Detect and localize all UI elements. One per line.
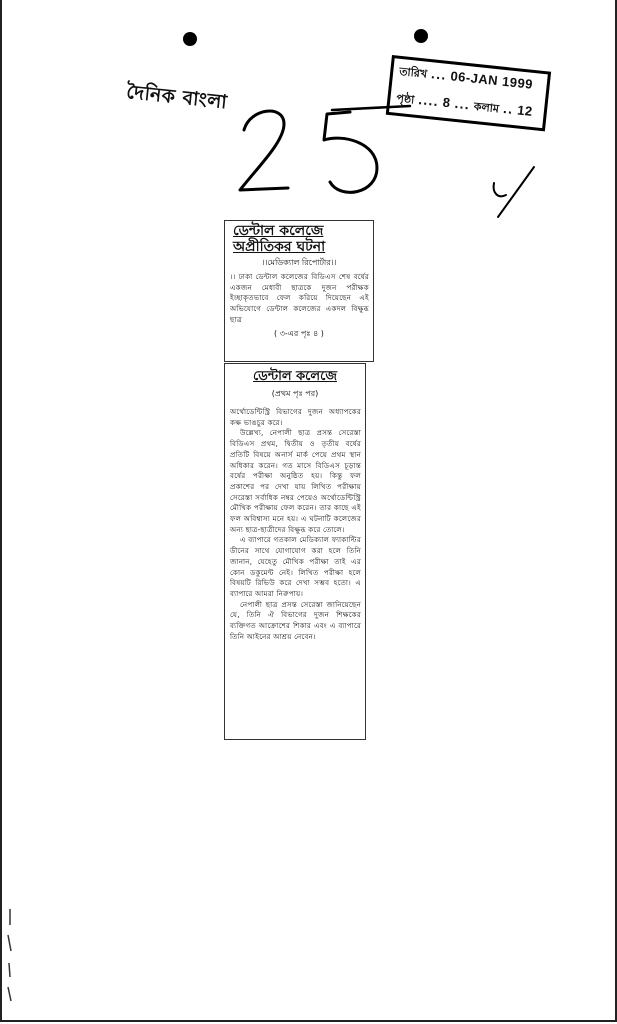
stamp-date-label: তারিখ [398,64,428,81]
clipping-jump: ( ৩-এর পৃঃ ৪ ) [274,328,324,338]
clipping-headline: ডেন্টাল কলেজে অপ্রীতিকর ঘটনা [233,223,326,255]
continued-headline: ডেন্টাল কলেজে [253,369,337,384]
continued-source: (প্রথম পৃঃ পর) [271,389,319,398]
stamp-date-value: 06-JAN 1999 [449,68,534,92]
punch-hole-left [183,32,197,46]
punch-hole-right [414,29,428,43]
continued-paragraph: উল্লেখ্য, নেপালী ছাত্র প্রসন্ত সেরেস্তা বিডিএস প্রথম, দ্বিতীয় ও তৃতীয় বর্ষের প্রতিটি বিষয়ে অনার্স মার্ক পেয়ে প্রথম স্থান অধিকার করেন। গত মাসে বিডিএস চূড়ান্ত বর্ষের পরীক্ষা অনুষ্ঠিত হয়। কিন্তু ফল প্রকাশের পর দেখা যায় লিখিত পরীক্ষায় সেরেস্তা সর্বাধিক নম্বর পেয়েও অর্থোডেন্টিস্ট্রি মৌখিক পরীক্ষায় ফেল করেন। তার কাছে এই ফল অবিশ্বাস্য মনে হয়। এ ঘটনাটি কলেজের অন্য ছাত্র-ছাত্রীদের বিক্ষুব্ধ করে তোলে। [230,428,361,534]
news-clipping-main [224,220,374,362]
stamp-column-value: 12 [516,102,534,119]
clipping-byline: ।।মেডিক্যাল রিপোর্টার।। [261,258,337,267]
continued-paragraph: অর্থোডেন্টিস্ট্রি বিভাগের দুজন অধ্যাপকের কক্ষ ভাঙচুর করে। [230,407,361,427]
newspaper-masthead: দৈনিক বাংলা [125,80,229,114]
stamp-page-value: 8 [442,94,452,111]
check-mark-icon [488,165,538,225]
date-stamp: তারিখ ... 06-JAN 1999 পৃষ্ঠা .... 8 ... কলাম .. 12 [386,55,551,131]
stamp-page-label: পৃষ্ঠা [395,91,415,107]
margin-scan-marks [2,905,18,1005]
continued-paragraph: এ ব্যাপারে গতকাল মেডিক্যাল ফ্যাকাল্টির ডীনের সাথে যোগাযোগ করা হলে তিনি জানান, যেহেতু মৌখিক পরীক্ষা তাই এর কোন ডকুমেন্ট নেই। লিখিত পরীক্ষা হলে বিষয়টি রিভিউ করে দেখা সম্ভব হতো। এ ব্যাপারে আমরা নিরুপায়। [230,535,361,598]
handwritten-number [232,90,412,200]
news-clipping-continued [224,363,366,740]
clipping-lead: ।। ঢাকা ডেন্টাল কলেজের বিডিএস শেষ বর্ষের একজন মেধাবী ছাত্রকে দুজন পরীক্ষক ইচ্ছাকৃতভাবে ফেল করিয়ে দিয়েছেন এই অভিযোগে ডেন্টাল কলেজের একদল বিক্ষুব্ধ ছাত্র [230,272,369,324]
stamp-column-label: কলাম [473,99,500,116]
continued-paragraph: নেপালী ছাত্র প্রসন্ত সেরেস্তা জানিয়েছেন যে, তিনি ঐ বিভাগের দুজন শিক্ষকের ব্যক্তিগত আক্রোশের শিকার এবং এ ব্যাপারে তিনি আইনের আশ্রয় নেবেন। [230,599,361,641]
